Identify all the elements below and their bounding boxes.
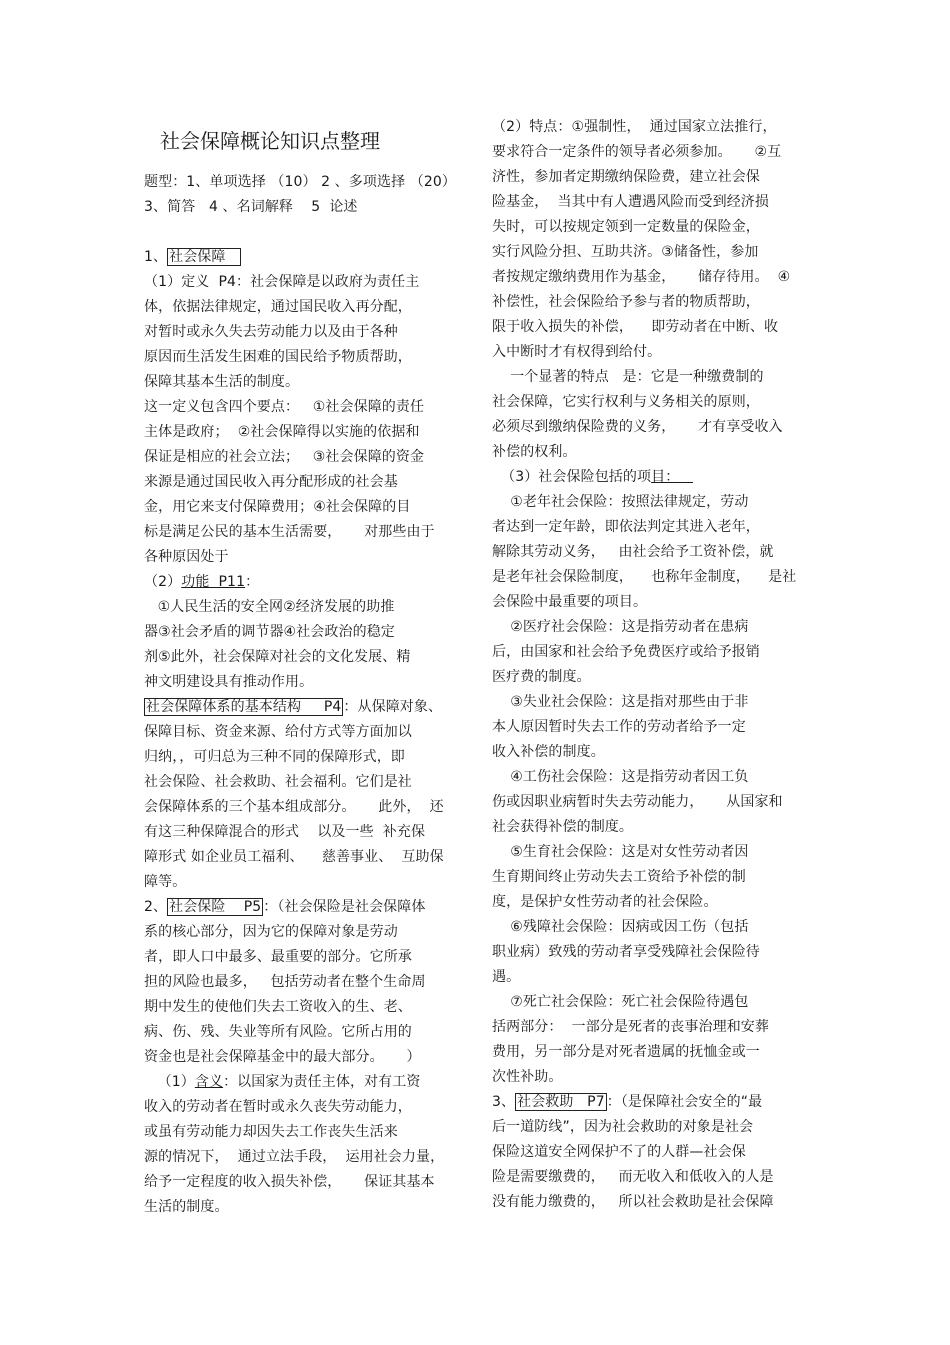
text-line: 实行风险分担、互助共济。③储备性，参加 (492, 244, 759, 260)
text-line: ⑥残障社会保险：因病或因工伤（包括 (492, 919, 749, 935)
text-line: 社会获得补偿的制度。 (492, 819, 633, 835)
text-line (144, 1070, 420, 1095)
text-line: 对暂时或永久失去劳动能力以及由于各种 (144, 324, 398, 340)
text-line (492, 1090, 762, 1115)
text-line: 一个显著的特点 是：它是一种缴费制的 (492, 369, 764, 385)
text-line: 后一道防线”，因为社会救助的对象是社会 (492, 1119, 754, 1135)
text-line: 保证是相应的社会立法； ③社会保障的资金 (144, 449, 425, 465)
text-line: 有这三种保障混合的形式 以及一些 补充保 (144, 824, 426, 840)
text-line: 3、简答 4 、名词解释 5 论述 (144, 199, 358, 215)
text-line: 补偿的权利。 (492, 444, 577, 460)
text-line: 职业病）致残的劳动者享受残障社会保险待 (492, 944, 760, 960)
line-suffix: ：（社会保险是社会保障体 (263, 899, 426, 915)
text-line: ⑦死亡社会保险：死亡社会保险待遇包 (492, 994, 749, 1010)
underlined-term: 目： (651, 469, 693, 485)
text-line: 医疗费的制度。 (492, 669, 591, 685)
text-line: 来源是通过国民收入再分配形成的社会基 (144, 474, 398, 490)
text-line: 给予一定程度的收入损失补偿， 保证其基本 (144, 1174, 435, 1190)
text-line: 费用，另一部分是对死者遗属的抚恤金或一 (492, 1044, 760, 1060)
text-line: （2）特点：①强制性， 通过国家立法推行， (492, 119, 777, 135)
text-line: 金，用它来支付保障费用；④社会保障的目 (144, 499, 411, 515)
page-title: 社会保障概论知识点整理 (160, 129, 380, 153)
text-line: 伤或因职业病暂时失去劳动能力， 从国家和 (492, 794, 783, 810)
text-line: 剂⑤此外，社会保障对社会的文化发展、精 (144, 649, 411, 665)
text-line: 要求符合一定条件的领导者必须参加。 ②互 (492, 144, 782, 160)
underlined-term: 含义 (194, 1074, 224, 1090)
text-line: 保障目标、资金来源、给付方式等方面加以 (144, 724, 412, 740)
text-line: 补偿性，社会保险给予参与者的物质帮助， (492, 294, 760, 310)
line-suffix: ：以国家为责任主体，对有工资 (223, 1074, 421, 1090)
line-suffix: ：（是保障社会安全的“最 (606, 1094, 763, 1110)
text-line: 神文明建设具有推动作用。 (144, 674, 314, 690)
text-line: 收入的劳动者在暂时或永久丧失劳动能力， (144, 1099, 412, 1115)
text-line (144, 895, 425, 920)
text-line: 担的风险也最多， 包括劳动者在整个生命周 (144, 974, 426, 990)
text-line: 者，即人口中最多、最重要的部分。它所承 (144, 949, 412, 965)
text-line (144, 570, 259, 595)
text-line: 主体是政府； ②社会保障得以实施的依据和 (144, 424, 420, 440)
text-line: 度，是保护女性劳动者的社会保险。 (492, 894, 718, 910)
text-line: 必须尽到缴纳保险费的义务， 才有享受收入 (492, 419, 783, 435)
text-line: 入中断时才有权得到给付。 (492, 344, 662, 360)
text-line: 保险这道安全网保护不了的人群—社会保 (492, 1144, 746, 1160)
line-prefix: 1、 (144, 249, 168, 265)
text-line (144, 695, 442, 720)
text-line (144, 245, 241, 270)
text-line: 者按规定缴纳费用作为基金， 储存待用。 ④ (492, 269, 791, 285)
text-line: 括两部分： 一部分是死者的丧事治理和安葬 (492, 1019, 769, 1035)
text-line: ②医疗社会保险：这是指劳动者在患病 (492, 619, 749, 635)
text-line: 生活的制度。 (144, 1199, 229, 1215)
line-prefix: （2） (144, 574, 182, 590)
text-line: 系的核心部分，因为它的保障对象是劳动 (144, 924, 398, 940)
text-line (492, 465, 693, 490)
line-prefix: 2、 (144, 899, 168, 915)
text-line: 归纳，，可归总为三种不同的保障形式，即 (144, 749, 405, 765)
text-line: （1）定义 P4：社会保障是以政府为责任主 (144, 274, 420, 290)
text-line: 原因而生活发生困难的国民给予物质帮助， (144, 349, 412, 365)
text-line: 本人原因暂时失去工作的劳动者给予一定 (492, 719, 746, 735)
text-line: 险基金， 当其中有人遭遇风险而受到经济损 (492, 194, 769, 210)
text-line: 没有能力缴费的， 所以社会救助是社会保障 (492, 1194, 774, 1210)
text-line: 保障其基本生活的制度。 (144, 374, 300, 390)
text-line: 解除其劳动义务， 由社会给予工资补偿，就 (492, 544, 774, 560)
line-prefix: （1） (144, 1074, 195, 1090)
boxed-term: 社会保险 P5 (169, 899, 262, 915)
text-line: 会保障体系的三个基本组成部分。 此外， 还 (144, 799, 444, 815)
text-line: 或虽有劳动能力却因失去工作丧失生活来 (144, 1124, 398, 1140)
line-prefix: （3）社会保险包括的项 (492, 469, 652, 485)
line-suffix: ：从保障对象、 (343, 699, 443, 715)
underlined-term: 功能 P11 (181, 574, 246, 590)
boxed-term: 社会保障 (169, 249, 240, 265)
text-line: 标是满足公民的基本生活需要， 对那些由于 (144, 524, 435, 540)
text-line: 是老年社会保险制度， 也称年金制度， 是社 (492, 569, 797, 585)
text-line: 期中发生的使他们失去工资收入的生、老、 (144, 999, 412, 1015)
text-line: 障形式 如企业员工福利、 慈善事业、 互助保 (144, 849, 444, 865)
text-line: 源的情况下， 通过立法手段， 运用社会力量， (144, 1149, 445, 1165)
text-line: 会保险中最重要的项目。 (492, 594, 648, 610)
text-line: 社会保障，它实行权利与义务相关的原则， (492, 394, 760, 410)
text-line: 障等。 (144, 874, 187, 890)
text-line: ④工伤社会保险：这是指劳动者因工负 (492, 769, 749, 785)
line-suffix: ： (245, 574, 260, 590)
text-line: 生育期间终止劳动失去工资给予补偿的制 (492, 869, 746, 885)
text-line: 者达到一定年龄，即依法判定其进入老年， (492, 519, 760, 535)
text-line: 题型：1、单项选择 （10） 2 、多项选择 （20） (144, 174, 456, 190)
text-line: 社会保险、社会救助、社会福利。它们是社 (144, 774, 412, 790)
text-line: 资金也是社会保障基金中的最大部分。 ） (144, 1049, 421, 1065)
text-line: 收入补偿的制度。 (492, 744, 605, 760)
text-line: 限于收入损失的补偿， 即劳动者在中断、收 (492, 319, 779, 335)
text-line: 险是需要缴费的， 而无收入和低收入的人是 (492, 1169, 774, 1185)
text-line: 后，由国家和社会给予免费医疗或给予报销 (492, 644, 760, 660)
text-line: ①人民生活的安全网②经济发展的助推 (144, 599, 395, 615)
text-line: 济性，参加者定期缴纳保险费，建立社会保 (492, 169, 760, 185)
text-line: 失时，可以按规定领到一定数量的保险金， (492, 219, 760, 235)
text-line: 这一定义包含四个要点： ①社会保障的责任 (144, 399, 425, 415)
text-line: 各种原因处于 (144, 549, 229, 565)
boxed-term: 社会救助 P7 (517, 1094, 605, 1110)
text-line: ⑤生育社会保险：这是对女性劳动者因 (492, 844, 749, 860)
text-line: ③失业社会保险：这是指对那些由于非 (492, 694, 749, 710)
text-line: 次性补助。 (492, 1069, 563, 1085)
text-line: 病、伤、残、失业等所有风险。它所占用的 (144, 1024, 412, 1040)
text-line: 遇。 (492, 969, 521, 985)
text-line: 体，依据法律规定，通过国民收入再分配， (144, 299, 412, 315)
text-line: ①老年社会保险：按照法律规定，劳动 (492, 494, 749, 510)
text-line: 器③社会矛盾的调节器④社会政治的稳定 (144, 624, 395, 640)
line-prefix: 3、 (492, 1094, 516, 1110)
boxed-term: 社会保障体系的基本结构 P4 (146, 699, 342, 715)
